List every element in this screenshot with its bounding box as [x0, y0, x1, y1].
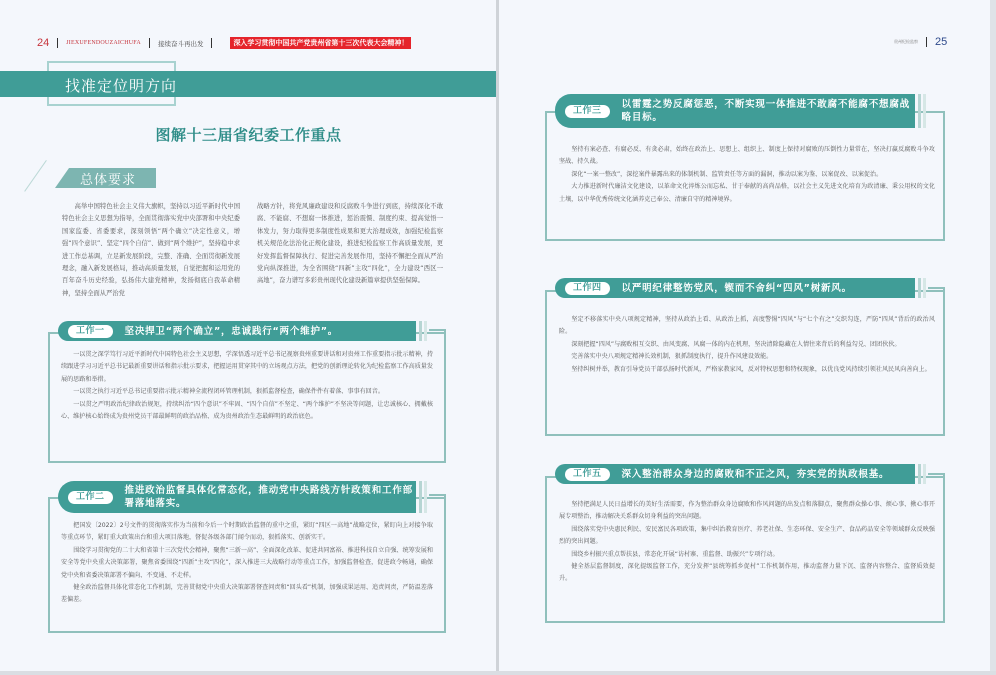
connector	[928, 473, 945, 479]
decorative-stripe	[923, 464, 926, 484]
work-title: 推进政治监督具体化常态化，推动党中央路线方针政策和工作部署落地落实。	[124, 485, 413, 509]
page-number-left: 24	[37, 37, 50, 49]
work-body-5	[559, 499, 935, 586]
connector	[48, 497, 58, 499]
decorative-stripe	[424, 321, 427, 341]
paragraph: 健全政治监督具体化常态化工作机制，完善贯彻党中央重大决策部署督查问责和“回头看”机制，加强成果运用、追责问责，严防温差落差偏差。	[61, 584, 433, 604]
decorative-stripe	[918, 278, 921, 298]
work-body-1	[61, 349, 433, 423]
paragraph: 坚持把满足人民日益增长的美好生活需要，作为整治群众身边腐败和作风问题的出发点和落脚点，聚焦群众操心事、烦心事、揪心事开展专项整治，推动解决关系群众切身利益的突出问题。	[559, 501, 935, 521]
work-title: 以严明纪律整饬党风，锲而不舍纠“四风”树新风。	[621, 282, 852, 294]
overall-text-left	[62, 201, 240, 300]
overall-label: 总体要求	[80, 173, 137, 188]
paragraph: 深刻把握“四风”与腐败相互交织、由风变腐、风腐一体的内在机理，坚决清除隐藏在人情往来背后的利益勾兑、团团伙伙。	[571, 340, 901, 348]
paragraph: 坚持纠树并举，教育引导党员干部弘扬时代新风，严格家教家风，反对特权思想和特权现象，以优良党风持续引领社风民风向善向上。	[571, 365, 931, 373]
work-header-1	[58, 321, 416, 341]
connector	[545, 290, 555, 292]
work-header-3	[555, 94, 915, 128]
work-body-2	[61, 520, 433, 607]
paragraph: 把国发〔2022〕2号文件的贯彻落实作为当前和今后一个时期政治监督的重中之重，紧盯“四区一高地”战略定位，紧盯向上对接争取等重点环节，紧盯重大政策出台和重大项目落地，督促各级各部门闻令而动，狠抓落实、创新实干。	[61, 522, 433, 542]
paragraph: 战略方针，将党风廉政建设和反腐败斗争进行到底，持续深化不敢腐、不能腐、不想腐一体推进，惩治震慑、制度约束、提高觉悟一体发力，努力取得更多制度性成果和更大治理成效，加强纪检监察机关规范化法治化正规化建设，推进纪检监察工作高质量发展，更好发挥监督保障执行、促进完善发展作用，坚持不懈把全面从严治党向纵深推进，为全省围绕“四新”主攻“四化”，全力建设“西区一高地”，奋力谱写多彩贵州现代化建设新篇章提供坚强保障。	[257, 203, 443, 285]
work-body-4	[559, 314, 935, 376]
page-bottom-edge	[0, 671, 996, 675]
column-pinyin: JIEXUFENDOUZAICHUFA	[66, 40, 141, 46]
decorative-stripe	[918, 464, 921, 484]
work-body-3	[559, 144, 935, 206]
decorative-stripe	[923, 278, 926, 298]
work-tag: 工作一	[68, 325, 113, 338]
connector	[545, 476, 555, 478]
work-tag: 工作四	[565, 282, 610, 295]
work-header-4	[555, 278, 915, 298]
divider	[211, 38, 212, 48]
connector	[928, 287, 945, 293]
paragraph: 一以贯之严明政治纪律政治规矩，持续纠治“四个意识”不牢固、“四个自信”不坚定、“两个维护”不坚决等问题，让忠诚核心、拥戴核心、维护核心始终成为贵州党员干部最鲜明的政治品格、成为贵州政治生态最鲜明的政治底色。	[61, 400, 433, 421]
divider	[926, 37, 927, 47]
connector	[545, 111, 555, 113]
overall-text-right	[257, 201, 443, 288]
paragraph: 围绕学习贯彻党的二十大和省第十三次党代会精神，聚焦“三新一高”、全面深化改革、促进共同富裕、推进科技自立自强、统筹发展和安全等党中央重大决策部署，聚焦省委围绕“四新”主攻“四化”，深入推进三大战略行动等重点工作，加强监督检查，促进政令畅通，确保党中央和省委决策部署不偏向、不变通、不走样。	[61, 546, 433, 579]
page-title: 图解十三届省纪委工作重点	[155, 126, 342, 144]
paragraph: 大力推进新时代廉洁文化建设，以革命文化淬炼公而忘私、甘于奉献的高尚品格，以社会主义先进文化培育为政清廉、秉公用权的文化土壤，以中华优秀传统文化涵养克己奉公、清廉自守的精神境界。	[559, 183, 935, 203]
magazine-name: 贵州纪检监察	[894, 39, 918, 44]
paragraph: 围绕乡村振兴重点帮扶县，常态化开展“访村寨、重监督、助振兴”专项行动。	[571, 550, 779, 558]
decorative-stripe	[918, 94, 921, 128]
paragraph: 高举中国特色社会主义伟大旗帜，坚持以习近平新时代中国特色社会主义思想为指导，全面贯彻落实党中央部署和中央纪委国家监委、省委要求，深刻领悟“两个确立”决定性意义，增强“四个意识”、坚定“四个自信”、做到“两个维护”，坚持稳中求进工作总基调，立足新发展阶段，完整、准确、全面贯彻新发展理念，融入新发展格局，推动高质量发展，自觉把握和运用党的百年奋斗历史经验，弘扬伟大建党精神，发扬彻底自我革命精神，坚持全面从严治党	[62, 203, 240, 297]
right-page-header	[894, 36, 947, 48]
slogan-banner: 深入学习贯彻中国共产党贵州省第十三次代表大会精神！	[230, 37, 411, 49]
page-edge	[990, 0, 996, 675]
paragraph: 坚持有案必查、有腐必反、有贪必肃，始终在政治上、思想上、组织上、制度上保持对腐败的压倒性力量常在，坚决打赢反腐败斗争攻坚战、持久战。	[559, 146, 935, 166]
connector	[48, 332, 58, 334]
divider	[57, 38, 58, 48]
work-tag: 工作三	[565, 105, 610, 118]
work-title: 坚决捍卫“两个确立”，忠诚践行“两个维护”。	[124, 325, 339, 337]
paragraph: 一以贯之深学笃行习近平新时代中国特色社会主义思想，学深悟透习近平总书记视察贵州重要讲话和对贵州工作重要指示批示精神，持续跟进学习习近平总书记最新重要讲话和指示批示要求，把握运用贯穿其中的立场观点方法，把党的创新理论转化为纪检监察工作高质量发展的思路和举措。	[61, 351, 433, 383]
connector	[429, 329, 446, 335]
decorative-stripe	[424, 481, 427, 513]
work-tag: 工作二	[68, 491, 113, 504]
work-title: 以雷霆之势反腐惩恶，不断实现一体推进不敢腐不能腐不想腐战略目标。	[621, 99, 910, 123]
decorative-stripe	[419, 481, 422, 513]
paragraph: 围绕落实党中央惠民利民、安民富民各项政策，集中纠治教育医疗、养老社保、生态环保、安全生产、食品药品安全等领域群众反映强烈的突出问题。	[559, 525, 935, 546]
work-title: 深入整治群众身边的腐败和不正之风，夯实党的执政根基。	[621, 468, 890, 480]
left-page-header	[37, 37, 411, 49]
decorative-stripe	[419, 321, 422, 341]
column-name: 接续奋斗再出发	[157, 39, 204, 48]
page-spine	[496, 0, 499, 675]
decorative-stripe	[923, 94, 926, 128]
paragraph: 完善落实中央八项规定精神长效机制，狠抓制度执行，提升作风建设效能。	[571, 353, 773, 361]
paragraph: 深化“一案一整改”，深挖案件暴露出来的体制机制、监管责任等方面的漏洞，推动以案为鉴、以案促改、以案促治。	[571, 170, 883, 178]
connector	[429, 494, 446, 500]
paragraph: 坚定不移落实中央八项规定精神，坚持从政治上看、从政治上抓，高度警惕“四风”与“七个有之”交织勾连，严防“四风”背后的政治风险。	[559, 316, 935, 336]
divider	[149, 38, 150, 48]
paragraph: 一以贯之执行习近平总书记重要指示批示精神全流程闭环管理机制，狠抓监督检查，确保件件有着落、事事有回音。	[73, 388, 384, 396]
connector	[928, 111, 945, 117]
work-header-2	[58, 481, 416, 513]
work-header-5	[555, 464, 915, 484]
section-banner-title: 找准定位明方向	[65, 77, 178, 95]
paragraph: 健全基层监督制度，深化提级监督工作，充分发挥“县统筹抓乡促村”工作机制作用，推动监督力量下沉、监督内容整合、监督质效提升。	[559, 563, 935, 583]
work-tag: 工作五	[565, 468, 610, 481]
page-number-right: 25	[935, 36, 948, 48]
